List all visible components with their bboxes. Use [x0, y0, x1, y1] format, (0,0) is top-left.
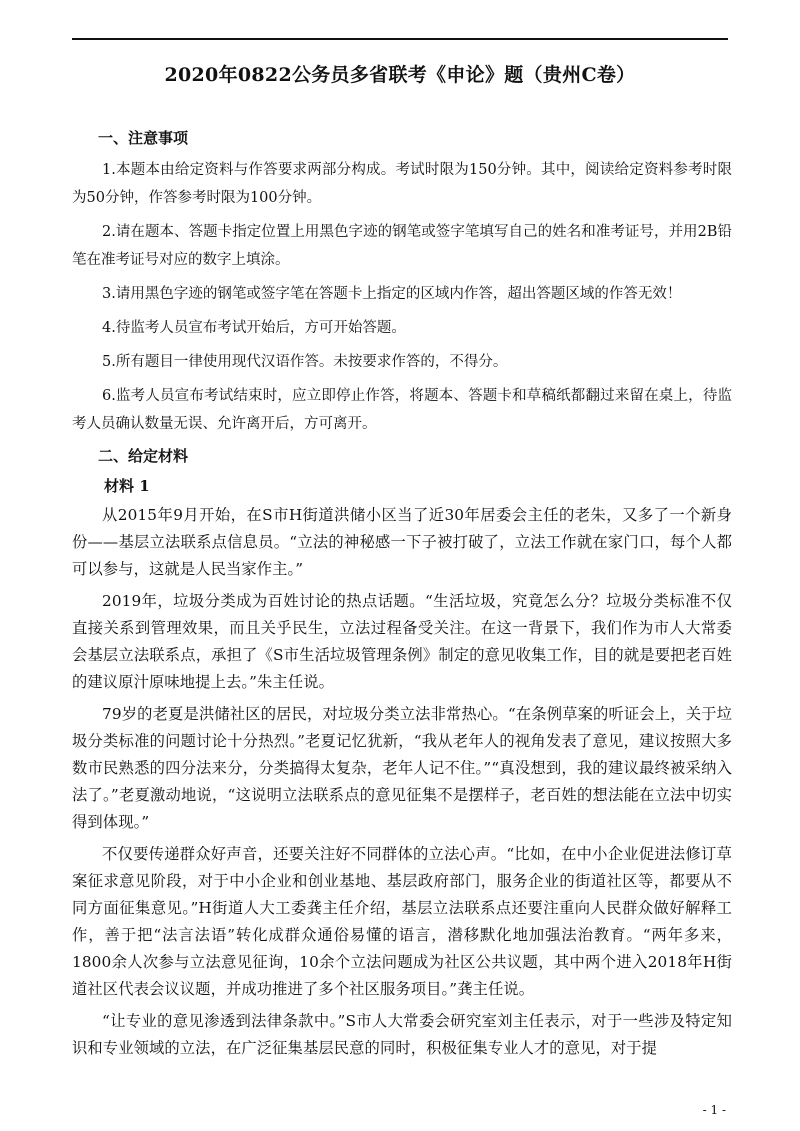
document-body [72, 126, 732, 1067]
notice-item: 6.监考人员宣布考试结束时，应立即停止作答，将题本、答题卡和草稿纸都翻过来留在桌上，待监考人员确认数量无误、允许离开后，方可离开。 [72, 388, 732, 432]
material-paragraph: 79岁的老夏是洪储社区的居民，对垃圾分类立法非常热心。“在条例草案的听证会上，关于垃圾分类标准的问题讨论十分热烈。”老夏记忆犹新，“我从老年人的视角发表了意见，建议按照大多数市民熟悉的四分法来分，分类搞得太复杂，老年人记不住。”“真没想到，我的建议最终被采纳入法了。”老夏激动地说，“这说明立法联系点的意见征集不是摆样子，老百姓的想法能在立法中切实得到体现。” [72, 705, 732, 831]
section-heading-materials: 二、给定材料 [98, 447, 189, 465]
material-paragraph: 不仅要传递群众好声音，还要关注好不同群体的立法心声。“比如，在中小企业促进法修订草案征求意见阶段，对于中小企业和创业基地、基层政府部门，服务企业的街道社区等，都要从不同方面征集意见。”H街道人大工委龚主任介绍，基层立法联系点还要注重向人民群众做好解释工作，善于把“法言法语”转化成群众通俗易懂的语言，潜移默化地加强法治教育。“两年多来，1800余人次参与立法意见征询，10余个立法问题成为社区公共议题，其中两个进入2018年H街道社区代表会议议题，并成功推进了多个社区服务项目。”龚主任说。 [72, 845, 732, 998]
notice-item: 4.待监考人员宣布考试开始后，方可开始答题。 [102, 320, 406, 336]
notice-item: 5.所有题目一律使用现代汉语作答。未按要求作答的，不得分。 [102, 354, 508, 370]
notice-item: 2.请在题本、答题卡指定位置上用黑色字迹的钢笔或签字笔填写自己的姓名和准考证号，并用2B铅笔在准考证号对应的数字上填涂。 [72, 224, 732, 268]
material-paragraph: 2019年，垃圾分类成为百姓讨论的热点话题。“生活垃圾，究竟怎么分？垃圾分类标准不仅直接关系到管理效果，而且关乎民生，立法过程备受关注。在这一背景下，我们作为市人大常委会基层立法联系点，承担了《S市生活垃圾管理条例》制定的意见收集工作，目的就是要把老百姓的建议原汁原味地提上去。”朱主任说。 [72, 592, 732, 691]
section-heading-notice: 一、注意事项 [98, 129, 189, 147]
material-label: 材料 1 [104, 477, 150, 495]
material-paragraph: “让专业的意见渗透到法律条款中。”S市人大常委会研究室刘主任表示，对于一些涉及特定知识和专业领域的立法，在广泛征集基层民意的同时，积极征集专业人才的意见，对于提 [72, 1012, 732, 1057]
material-paragraph: 从2015年9月开始，在S市H街道洪储小区当了近30年居委会主任的老朱，又多了一个新身份——基层立法联系点信息员。“立法的神秘感一下子被打破了，立法工作就在家门口，每个人都可以参与，这就是人民当家作主。” [72, 506, 732, 578]
notice-item: 3.请用黑色字迹的钢笔或签字笔在答题卡上指定的区域内作答，超出答题区域的作答无效！ [102, 286, 682, 302]
document-title: 2020年0822公务员多省联考《申论》题（贵州C卷） [164, 64, 636, 86]
page-number: - 1 - [702, 1103, 726, 1117]
notice-item: 1.本题本由给定资料与作答要求两部分构成。考试时限为150分钟。其中，阅读给定资料参考时限为50分钟，作答参考时限为100分钟。 [72, 162, 732, 206]
header-rule [72, 38, 728, 40]
